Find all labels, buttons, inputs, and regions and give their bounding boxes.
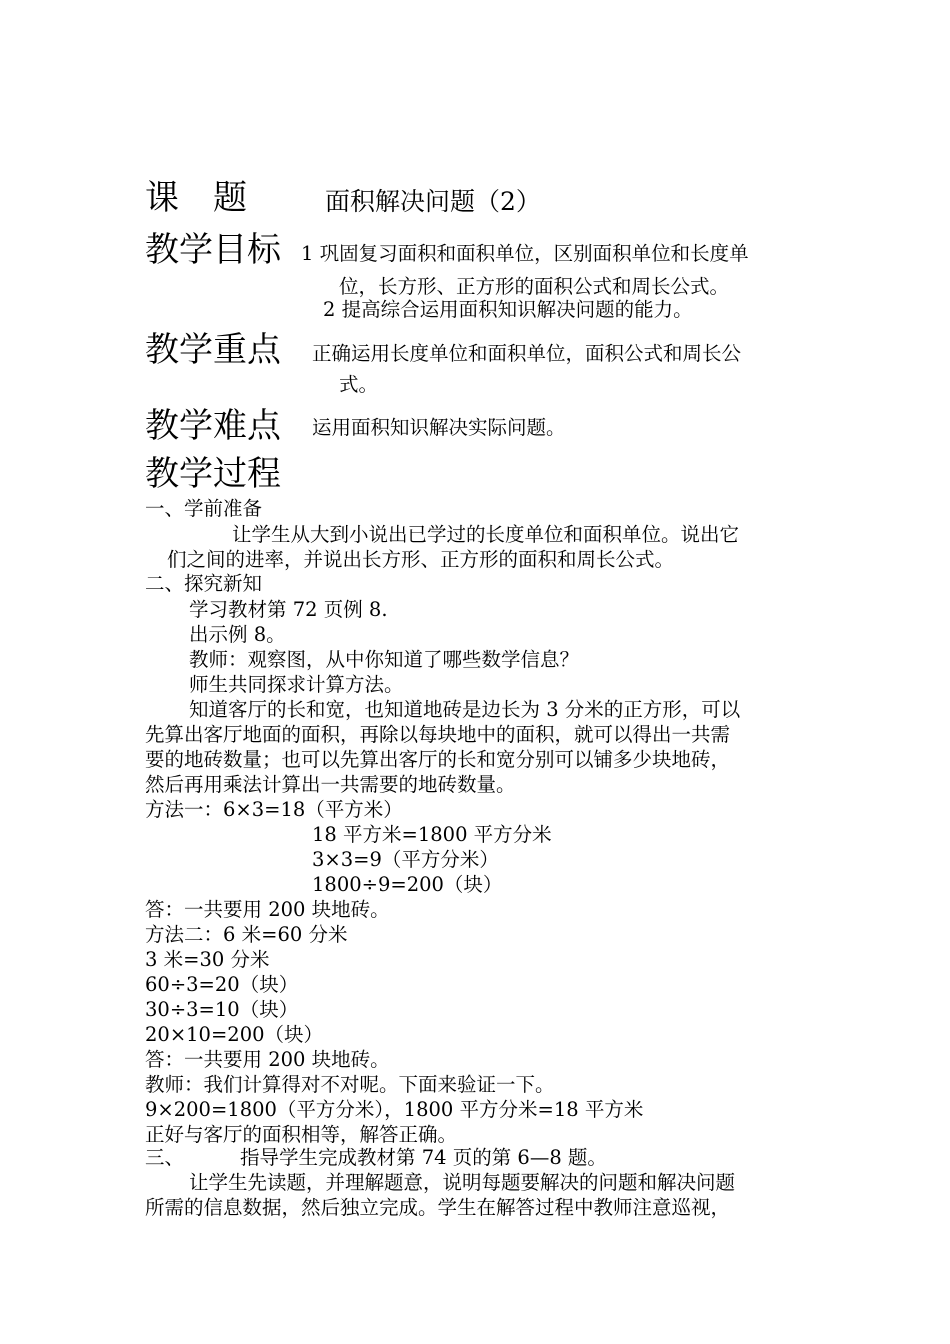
goal-line-2: 位，长方形、正方形的面积公式和周长公式。	[339, 275, 730, 298]
topic-value: 面积解决问题（2）	[325, 187, 541, 216]
section-2-para-3: 要的地砖数量；也可以先算出客厅的长和宽分别可以铺多少块地砖，	[145, 748, 731, 771]
method-1-answer: 答：一共要用 200 块地砖。	[145, 898, 390, 921]
section-2-line-1: 学习教材第 72 页例 8.	[189, 598, 388, 621]
difficult-value: 运用面积知识解决实际问题。	[312, 416, 566, 439]
verify-line-3: 正好与客厅的面积相等，解答正确。	[145, 1123, 458, 1146]
method-2-answer: 答：一共要用 200 块地砖。	[145, 1048, 390, 1071]
section-3-para-1: 让学生先读题，并理解题意，说明每题要解决的问题和解决问题	[189, 1171, 736, 1194]
section-3-para-2: 所需的信息数据，然后独立完成。学生在解答过程中教师注意巡视，	[145, 1196, 731, 1219]
method-1-line-2: 18 平方米=1800 平方分米	[312, 823, 552, 846]
verify-line-1: 教师：我们计算得对不对呢。下面来验证一下。	[145, 1073, 555, 1096]
method-2-line-3: 60÷3=20（块）	[145, 973, 299, 996]
section-2-para-2: 先算出客厅地面的面积，再除以每块地中的面积，就可以得出一共需	[145, 723, 731, 746]
section-3-number: 三、	[145, 1146, 185, 1169]
section-1-title: 一、学前准备	[145, 497, 263, 520]
verify-line-2: 9×200=1800（平方分米），1800 平方分米=18 平方米	[145, 1098, 644, 1121]
section-2-para-4: 然后再用乘法计算出一共需要的地砖数量。	[145, 773, 516, 796]
method-2-line-2: 3 米=30 分米	[145, 948, 270, 971]
method-1-line-1: 方法一：6×3=18（平方米）	[145, 798, 403, 821]
method-2-line-4: 30÷3=10（块）	[145, 998, 299, 1021]
goal-label: 教学目标	[145, 230, 281, 270]
key-line-2: 式。	[339, 373, 379, 396]
key-line-1: 正确运用长度单位和面积单位，面积公式和周长公	[312, 342, 742, 365]
goal-line-3: 2 提高综合运用面积知识解决问题的能力。	[323, 298, 693, 321]
section-1-para-2: 们之间的进率，并说出长方形、正方形的面积和周长公式。	[167, 548, 675, 571]
method-2-line-1: 方法二：6 米=60 分米	[145, 923, 348, 946]
method-1-line-4: 1800÷9=200（块）	[312, 873, 503, 896]
method-2-line-5: 20×10=200（块）	[145, 1023, 324, 1046]
goal-line-1: 1 巩固复习面积和面积单位，区别面积单位和长度单	[301, 242, 749, 265]
section-3-title: 指导学生完成教材第 74 页的第 6—8 题。	[240, 1146, 607, 1169]
key-label: 教学重点	[145, 330, 281, 370]
section-2-line-2: 出示例 8。	[189, 623, 286, 646]
topic-label: 课 题	[145, 178, 247, 218]
section-2-title: 二、探究新知	[145, 572, 263, 595]
section-2-line-3: 教师：观察图，从中你知道了哪些数学信息？	[189, 648, 580, 671]
difficult-label: 教学难点	[145, 406, 281, 446]
section-2-para-1: 知道客厅的长和宽，也知道地砖是边长为 3 分米的正方形，可以	[189, 698, 741, 721]
process-label: 教学过程	[145, 454, 281, 494]
section-2-line-4: 师生共同探求计算方法。	[189, 673, 404, 696]
method-1-line-3: 3×3=9（平方分米）	[312, 848, 499, 871]
section-1-para-1: 让学生从大到小说出已学过的长度单位和面积单位。说出它	[232, 523, 740, 546]
